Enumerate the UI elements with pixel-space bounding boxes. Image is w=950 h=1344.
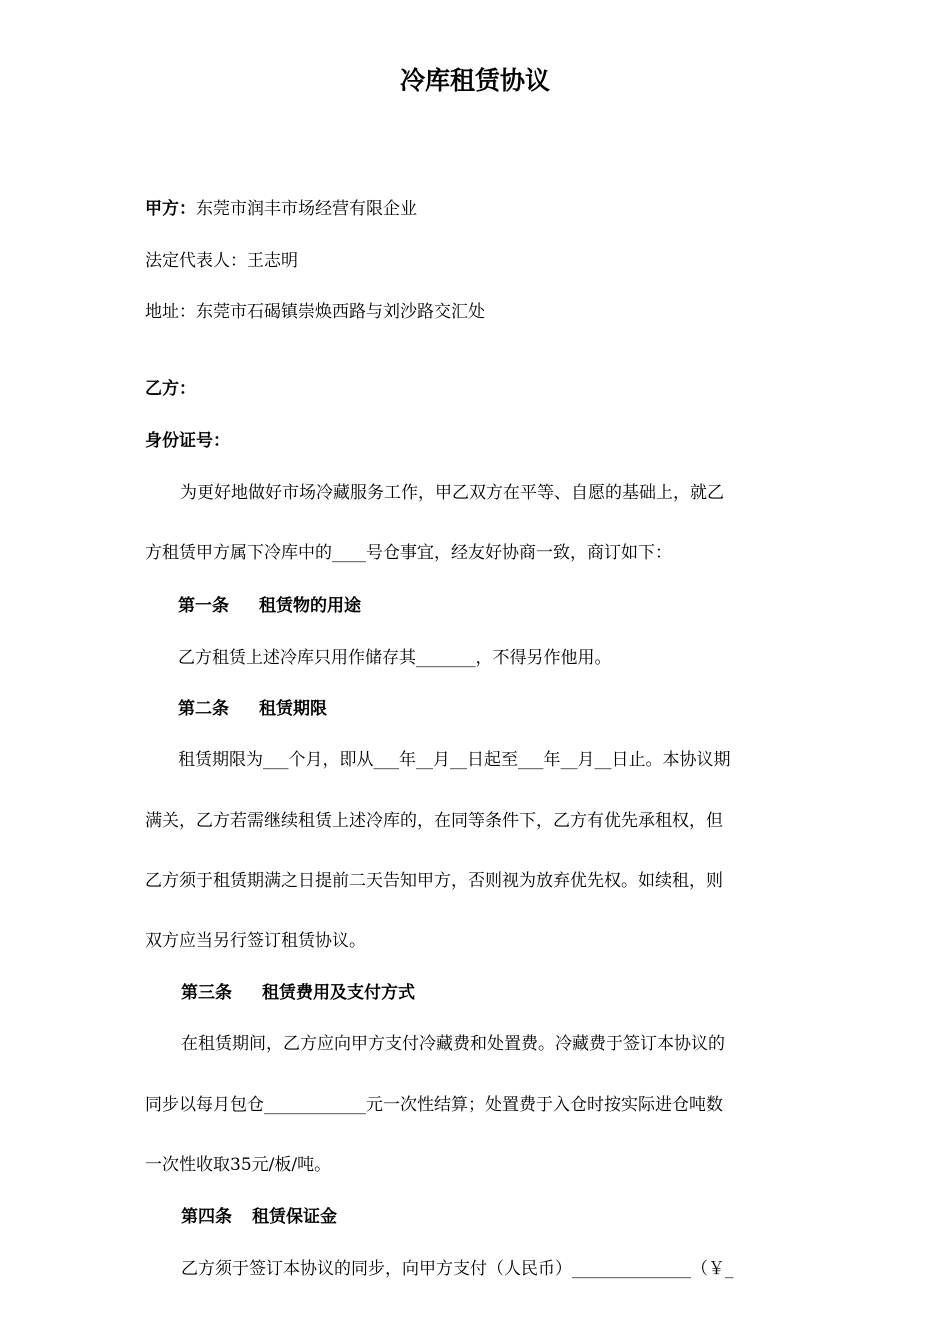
- article-number: 第二条: [178, 699, 229, 719]
- article-line: 租赁期限为___个月，即从___年__月__日起至___年__月__日止。本协议期: [178, 750, 731, 770]
- article-line: 乙方须于租赁期满之日提前二天告知甲方，否则视为放弃优先权。如续租，则: [145, 871, 723, 891]
- party-a-address: 地址：东莞市石碣镇崇焕西路与刘沙路交汇处: [145, 302, 485, 322]
- article-line: 双方应当另行签订租赁协议。: [145, 931, 366, 951]
- party-a-representative: 法定代表人：王志明: [145, 251, 298, 271]
- article-line: 乙方须于签订本协议的同步，向甲方支付（人民币）______________（￥_: [181, 1259, 734, 1279]
- party-a-line: [145, 198, 417, 220]
- article-title: 租赁保证金: [252, 1207, 337, 1227]
- article-line: 乙方租赁上述冷库只用作储存其_______，不得另作他用。: [178, 648, 612, 668]
- article-line: 一次性收取35元/板/吨。: [145, 1155, 332, 1175]
- intro-line: 为更好地做好市场冷藏服务工作，甲乙双方在平等、自愿的基础上，就乙: [180, 483, 724, 503]
- article-line: 在租赁期间，乙方应向甲方支付冷藏费和处置费。冷藏费于签订本协议的: [181, 1034, 725, 1054]
- party-b-label: 乙方：: [145, 379, 196, 399]
- article-title: 租赁物的用途: [259, 596, 361, 616]
- intro-line: 方租赁甲方属下冷库中的____号仓事宜，经友好协商一致，商订如下：: [145, 543, 672, 563]
- party-b-id-label: 身份证号：: [145, 431, 230, 451]
- article-heading: [181, 982, 415, 1004]
- article-number: 第三条: [181, 983, 232, 1003]
- article-number: 第四条: [181, 1207, 232, 1227]
- article-heading: [181, 1206, 337, 1228]
- party-a-label: 甲方：: [145, 199, 196, 219]
- article-line: 同步以每月包仓____________元一次性结算；处置费于入仓时按实际进仓吨数: [145, 1095, 723, 1115]
- article-heading: [178, 698, 327, 720]
- article-line: 满关，乙方若需继续租赁上述冷库的，在同等条件下，乙方有优先承租权，但: [145, 811, 723, 831]
- article-heading: [178, 595, 361, 617]
- document-title: 冷库租赁协议: [399, 66, 550, 95]
- party-a-name: 东莞市润丰市场经营有限企业: [196, 199, 417, 219]
- article-title: 租赁期限: [259, 699, 327, 719]
- article-number: 第一条: [178, 596, 229, 616]
- article-title: 租赁费用及支付方式: [262, 983, 415, 1003]
